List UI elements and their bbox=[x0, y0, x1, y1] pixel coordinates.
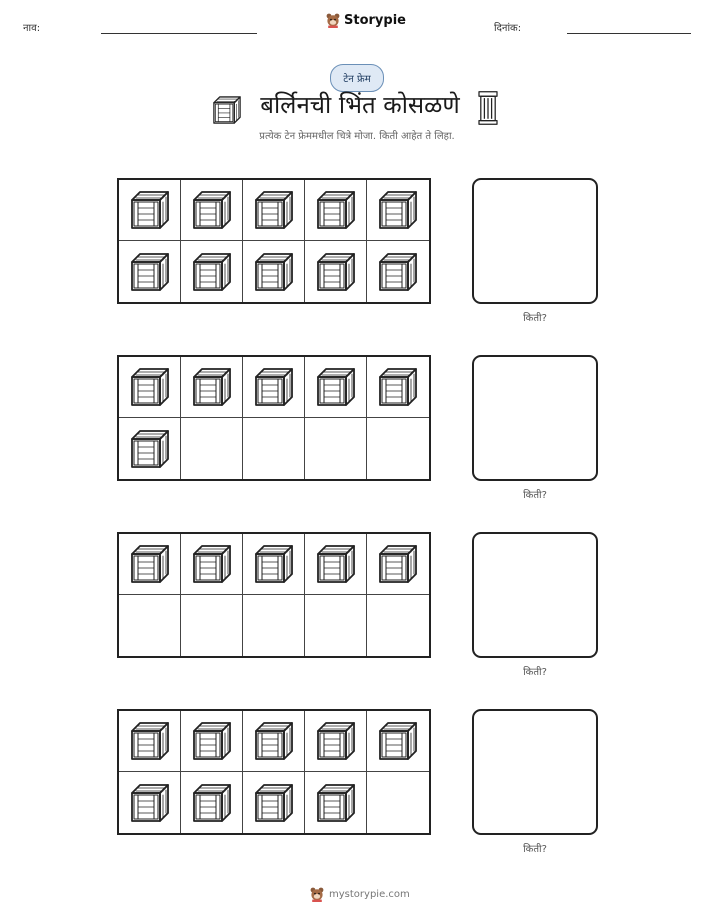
name-line[interactable] bbox=[101, 33, 257, 34]
brand-name: Storypie bbox=[344, 12, 406, 28]
ten-frame bbox=[117, 355, 431, 481]
bear-mascot-icon bbox=[309, 886, 325, 902]
ten-frame-cell bbox=[243, 595, 305, 656]
ten-frame-cell bbox=[367, 534, 429, 595]
crate-icon bbox=[252, 542, 296, 586]
pillar-icon bbox=[477, 90, 499, 126]
ten-frame-cell bbox=[367, 241, 429, 302]
ten-frame-cell bbox=[243, 534, 305, 595]
crate-icon bbox=[128, 250, 172, 294]
ten-frame-cell bbox=[181, 711, 243, 772]
ten-frame-cell bbox=[367, 357, 429, 418]
crate-icon bbox=[190, 781, 234, 825]
ten-frame-cell bbox=[243, 418, 305, 479]
crate-icon bbox=[128, 188, 172, 232]
ten-frame-cell bbox=[181, 534, 243, 595]
answer-box[interactable] bbox=[472, 178, 598, 304]
crate-icon bbox=[376, 719, 420, 763]
page-title: बर्लिनची भिंत कोसळणे bbox=[260, 91, 460, 119]
ten-frame-cell bbox=[367, 772, 429, 833]
ten-frame-cell bbox=[243, 241, 305, 302]
crate-icon bbox=[128, 781, 172, 825]
crate-icon bbox=[314, 365, 358, 409]
instructions: प्रत्येक टेन फ्रेममधील चित्रे मोजा. किती आहेत ते लिहा. bbox=[259, 131, 455, 142]
crate-icon bbox=[314, 719, 358, 763]
ten-frame-cell bbox=[181, 595, 243, 656]
ten-frame-cell bbox=[181, 357, 243, 418]
answer-box[interactable] bbox=[472, 355, 598, 481]
ten-frame-cell bbox=[181, 418, 243, 479]
crate-icon bbox=[376, 250, 420, 294]
how-many-label: किती? bbox=[523, 667, 547, 678]
ten-frame-cell bbox=[181, 241, 243, 302]
crate-icon bbox=[314, 542, 358, 586]
name-label: नाव: bbox=[23, 23, 41, 34]
ten-frame bbox=[117, 709, 431, 835]
ten-frame-cell bbox=[305, 711, 367, 772]
ten-frame-cell bbox=[243, 357, 305, 418]
ten-frame-cell bbox=[305, 534, 367, 595]
ten-frame bbox=[117, 532, 431, 658]
ten-frame-cell bbox=[243, 180, 305, 241]
ten-frame-cell bbox=[243, 772, 305, 833]
crate-icon bbox=[252, 250, 296, 294]
ten-frame-cell bbox=[181, 772, 243, 833]
ten-frame-cell bbox=[119, 241, 181, 302]
ten-frame-cell bbox=[119, 595, 181, 656]
crate-icon bbox=[376, 365, 420, 409]
answer-box[interactable] bbox=[472, 532, 598, 658]
crate-icon bbox=[314, 188, 358, 232]
crate-icon bbox=[376, 542, 420, 586]
ten-frame-cell bbox=[305, 772, 367, 833]
brand-logo bbox=[325, 12, 406, 28]
ten-frame-cell bbox=[305, 180, 367, 241]
crate-icon bbox=[211, 94, 243, 126]
ten-frame-cell bbox=[367, 595, 429, 656]
crate-icon bbox=[314, 250, 358, 294]
crate-icon bbox=[252, 188, 296, 232]
ten-frame-cell bbox=[119, 357, 181, 418]
crate-icon bbox=[128, 719, 172, 763]
crate-icon bbox=[190, 250, 234, 294]
crate-icon bbox=[190, 542, 234, 586]
ten-frame-cell bbox=[367, 180, 429, 241]
how-many-label: किती? bbox=[523, 313, 547, 324]
crate-icon bbox=[190, 188, 234, 232]
crate-icon bbox=[314, 781, 358, 825]
footer bbox=[309, 886, 410, 902]
crate-icon bbox=[376, 188, 420, 232]
ten-frame-cell bbox=[119, 418, 181, 479]
ten-frame-cell bbox=[367, 418, 429, 479]
how-many-label: किती? bbox=[523, 490, 547, 501]
answer-box[interactable] bbox=[472, 709, 598, 835]
date-label: दिनांक: bbox=[494, 23, 522, 34]
ten-frame-cell bbox=[367, 711, 429, 772]
crate-icon bbox=[128, 427, 172, 471]
how-many-label: किती? bbox=[523, 844, 547, 855]
crate-icon bbox=[252, 365, 296, 409]
crate-icon bbox=[190, 719, 234, 763]
crate-icon bbox=[252, 719, 296, 763]
ten-frame bbox=[117, 178, 431, 304]
ten-frame-cell bbox=[305, 418, 367, 479]
ten-frame-cell bbox=[243, 711, 305, 772]
bear-mascot-icon bbox=[325, 12, 341, 28]
crate-icon bbox=[128, 365, 172, 409]
ten-frame-cell bbox=[119, 711, 181, 772]
crate-icon bbox=[252, 781, 296, 825]
date-line[interactable] bbox=[567, 33, 691, 34]
ten-frame-cell bbox=[181, 180, 243, 241]
crate-icon bbox=[190, 365, 234, 409]
ten-frame-cell bbox=[119, 772, 181, 833]
footer-url[interactable]: mystorypie.com bbox=[329, 888, 410, 900]
crate-icon bbox=[128, 542, 172, 586]
ten-frame-cell bbox=[305, 241, 367, 302]
ten-frame-cell bbox=[305, 595, 367, 656]
ten-frame-cell bbox=[305, 357, 367, 418]
worksheet-type-tag: टेन फ्रेम bbox=[330, 64, 384, 92]
ten-frame-cell bbox=[119, 534, 181, 595]
ten-frame-cell bbox=[119, 180, 181, 241]
